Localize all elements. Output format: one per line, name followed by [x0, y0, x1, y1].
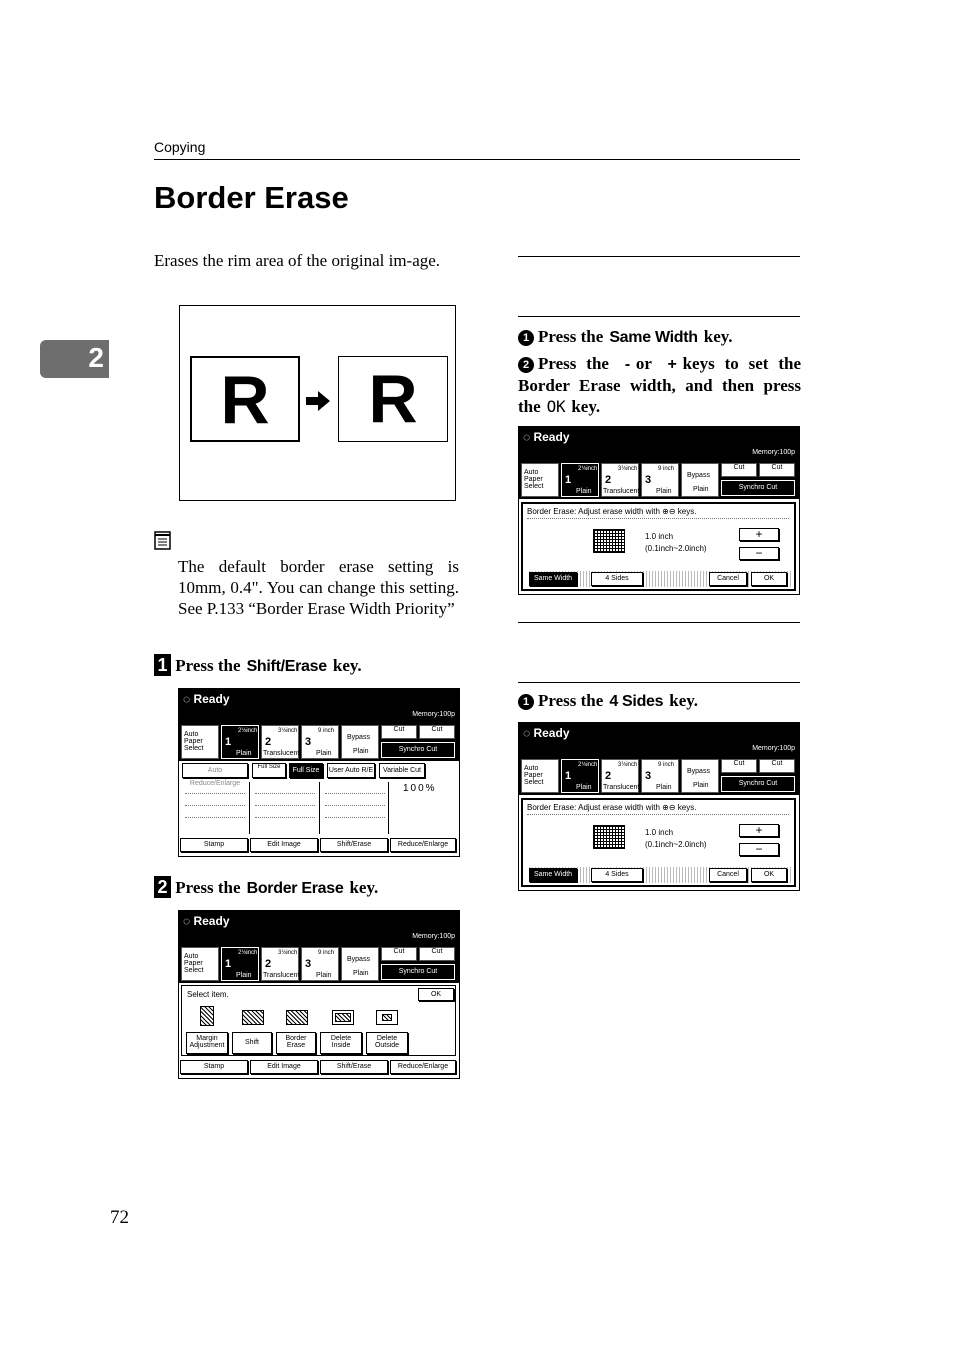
auto-reduce-enlarge-button[interactable]: Auto Reduce/Enlarge [182, 763, 248, 778]
erase-width-range: (0.1inch~2.0inch) [645, 544, 707, 553]
shift-icon [242, 1010, 264, 1025]
bypass-button[interactable]: Bypass Plain [681, 759, 719, 793]
four-sides-button[interactable]: 4 Sides [591, 868, 643, 882]
tray-2-button[interactable]: 3⅛inch 2 Translucent [601, 463, 639, 497]
cut-button-2[interactable]: Cut [419, 725, 455, 739]
synchro-cut-button[interactable]: Synchro Cut [721, 480, 795, 496]
original-letter: R [220, 362, 270, 438]
note-icon [154, 530, 172, 550]
rule [518, 316, 800, 317]
select-item-label: Select item. [187, 990, 229, 999]
ratio-display: 100% [403, 783, 437, 794]
full-size-button[interactable]: Full Size [289, 763, 323, 778]
memory-indicator: Memory:100p [752, 449, 795, 456]
copier-screen-border-erase-same-width [518, 426, 800, 595]
minus-button[interactable]: − [739, 843, 779, 856]
ok-button[interactable]: OK [751, 868, 787, 882]
arrow-right-icon [304, 390, 332, 412]
step-number: 1 [154, 654, 171, 676]
tray-3-button[interactable]: 9 inch 3 Plain [641, 759, 679, 793]
cancel-button[interactable]: Cancel [709, 572, 747, 586]
erase-width-diagram [593, 825, 625, 849]
cut-button-1[interactable]: Cut [381, 947, 417, 961]
same-width-substep-2: 2 Press the - or + keys to set the Border Erase width, and then press the OK key. [518, 354, 801, 416]
border-erase-panel [521, 502, 796, 591]
tray-3-button[interactable]: 9 inch 3 Plain [301, 947, 339, 981]
ok-button[interactable]: OK [418, 988, 454, 1001]
memory-indicator: Memory:100p [412, 711, 455, 718]
step-number: 2 [154, 876, 171, 898]
auto-paper-button[interactable]: Auto Paper Select [181, 725, 219, 759]
synchro-cut-button[interactable]: Synchro Cut [381, 742, 455, 758]
key-label: Shift/Erase [246, 658, 327, 675]
ready-status: ◌ Ready [183, 914, 230, 928]
delete-outside-icon [376, 1010, 398, 1025]
margin-adjust-icon [200, 1006, 214, 1026]
border-erase-prompt: Border Erase: Adjust erase width with ⊕⊖ keys. [527, 803, 697, 812]
ok-button[interactable]: OK [751, 572, 787, 586]
erased-letter: R [368, 361, 418, 437]
delete-inside-button[interactable]: Delete Inside [320, 1032, 362, 1054]
cut-button-2[interactable]: Cut [759, 759, 795, 773]
auto-paper-button[interactable]: Auto Paper Select [521, 463, 559, 497]
ready-status: ◌ Ready [523, 726, 570, 740]
ready-status: ◌ Ready [523, 430, 570, 444]
delete-inside-icon [332, 1010, 354, 1025]
bypass-button[interactable]: Bypass Plain [341, 947, 379, 981]
variable-cut-button[interactable]: Variable Cut [379, 763, 425, 778]
intro-text: Erases the rim area of the original im-age. [154, 251, 441, 270]
tab-shift-erase[interactable]: Shift/Erase [320, 1060, 388, 1074]
same-width-substep-1: 1 Press the Same Width key. [518, 326, 801, 348]
cut-button-2[interactable]: Cut [419, 947, 455, 961]
copier-screen-border-erase-four-sides [518, 722, 800, 891]
erase-width-value: 1.0 inch [645, 532, 674, 541]
tab-shift-erase[interactable]: Shift/Erase [320, 838, 388, 852]
minus-button[interactable]: − [739, 547, 779, 560]
tray-1-button[interactable]: 2⅛inch 1 Plain [561, 759, 599, 793]
border-erase-button[interactable]: Border Erase [276, 1032, 316, 1054]
step-1: 1 Press the Shift/Erase key. [154, 654, 464, 676]
bypass-button[interactable]: Bypass Plain [341, 725, 379, 759]
four-sides-button[interactable]: 4 Sides [591, 572, 643, 586]
bypass-button[interactable]: Bypass Plain [681, 463, 719, 497]
border-erase-panel [521, 798, 796, 887]
same-width-button[interactable]: Same Width [529, 868, 577, 882]
user-auto-re-button[interactable]: User Auto R/E [327, 763, 375, 778]
header-rule [154, 159, 800, 160]
rule [518, 682, 800, 683]
rule [518, 622, 800, 623]
select-item-panel [181, 985, 456, 1056]
tray-1-button[interactable]: 2⅛inch 1 Plain [561, 463, 599, 497]
ratio-button[interactable]: Full Size [252, 763, 286, 778]
tab-stamp[interactable]: Stamp [180, 838, 248, 852]
erase-width-value: 1.0 inch [645, 828, 674, 837]
synchro-cut-button[interactable]: Synchro Cut [381, 964, 455, 980]
page-title: Border Erase [154, 180, 349, 215]
border-erase-illustration [179, 305, 456, 501]
same-width-button[interactable]: Same Width [529, 572, 577, 586]
note-text: The default border erase setting is 10mm, 0.4". You can change this setting. See P.133 “Border Erase Width Priority” [178, 557, 459, 618]
plus-button[interactable]: + [739, 528, 779, 541]
memory-indicator: Memory:100p [752, 745, 795, 752]
tab-edit-image[interactable]: Edit Image [250, 838, 318, 852]
cancel-button[interactable]: Cancel [709, 868, 747, 882]
tray-1-button[interactable]: 2⅛inch 1 Plain [221, 725, 259, 759]
rule [518, 256, 800, 257]
copier-screen-main [178, 688, 460, 857]
auto-paper-button[interactable]: Auto Paper Select [521, 759, 559, 793]
border-erase-icon [286, 1010, 308, 1025]
cut-button-1[interactable]: Cut [721, 759, 757, 773]
erase-width-range: (0.1inch~2.0inch) [645, 840, 707, 849]
margin-adjustment-button[interactable]: Margin Adjustment [186, 1032, 228, 1054]
tab-reduce-enlarge[interactable]: Reduce/Enlarge [390, 838, 456, 852]
copier-screen-shift-erase [178, 910, 460, 1079]
delete-outside-button[interactable]: Delete Outside [366, 1032, 408, 1054]
tray-1-button[interactable]: 2⅛inch 1 Plain [221, 947, 259, 981]
tab-stamp[interactable]: Stamp [180, 1060, 248, 1074]
step-2: 2 Press the Border Erase key. [154, 876, 464, 898]
tab-edit-image[interactable]: Edit Image [250, 1060, 318, 1074]
cut-button-1[interactable]: Cut [381, 725, 417, 739]
memory-indicator: Memory:100p [412, 933, 455, 940]
tray-3-button[interactable]: 9 inch 3 Plain [301, 725, 339, 759]
chapter-tab: 2 [40, 340, 109, 378]
tray-2-button[interactable]: 3⅛inch 2 Translucent [601, 759, 639, 793]
tab-reduce-enlarge[interactable]: Reduce/Enlarge [390, 1060, 456, 1074]
cut-button-2[interactable]: Cut [759, 463, 795, 477]
running-header: Copying [154, 139, 206, 155]
tray-2-button[interactable]: 3⅛inch 2 Translucent [261, 725, 299, 759]
page-number: 72 [110, 1207, 129, 1228]
synchro-cut-button[interactable]: Synchro Cut [721, 776, 795, 792]
border-erase-prompt: Border Erase: Adjust erase width with ⊕⊖ keys. [527, 507, 697, 516]
four-sides-substep-1: 1 Press the 4 Sides key. [518, 690, 801, 712]
key-label: Border Erase [246, 880, 344, 897]
ready-status: ◌ Ready [183, 692, 230, 706]
erase-width-diagram [593, 529, 625, 553]
auto-paper-button[interactable]: Auto Paper Select [181, 947, 219, 981]
shift-button[interactable]: Shift [232, 1032, 272, 1054]
cut-button-1[interactable]: Cut [721, 463, 757, 477]
tray-3-button[interactable]: 9 inch 3 Plain [641, 463, 679, 497]
tray-2-button[interactable]: 3⅛inch 2 Translucent [261, 947, 299, 981]
plus-button[interactable]: + [739, 824, 779, 837]
